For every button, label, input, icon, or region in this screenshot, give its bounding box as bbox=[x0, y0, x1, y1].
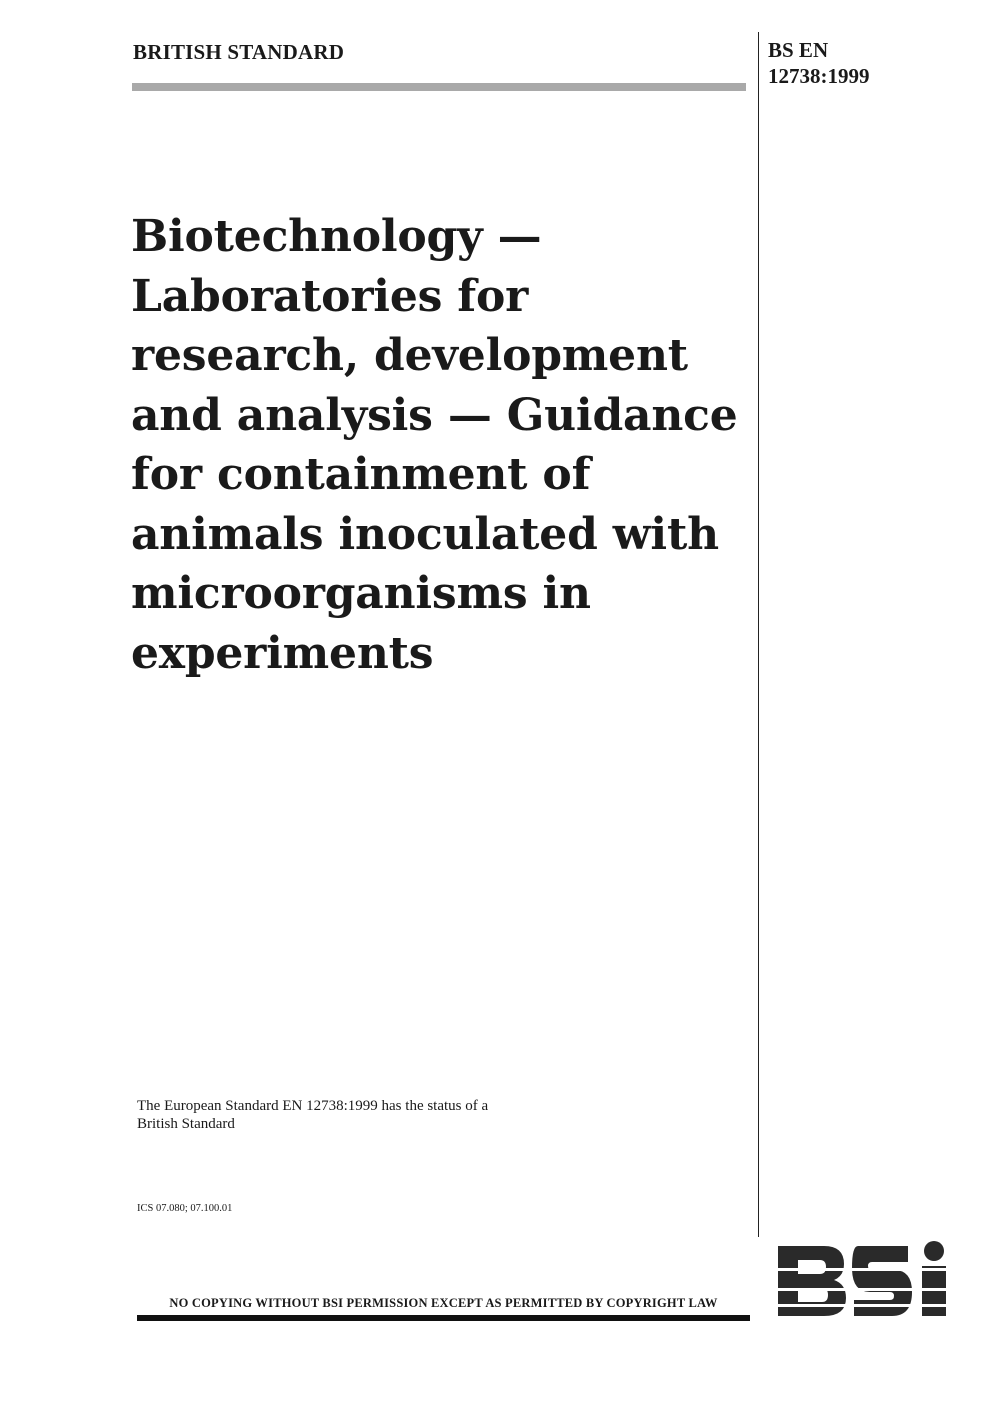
bsi-logo-graphic bbox=[776, 1238, 948, 1322]
status-note-line-2: British Standard bbox=[137, 1116, 235, 1132]
standard-number-line-1: BS EN bbox=[768, 38, 829, 62]
title-line: Laboratories for bbox=[131, 270, 529, 322]
status-note-line-1: The European Standard EN 12738:1999 has the status of a bbox=[137, 1098, 489, 1114]
title-line: research, development bbox=[131, 330, 688, 381]
title-line: animals inoculated with bbox=[131, 508, 719, 560]
standard-number bbox=[768, 37, 870, 89]
bsi-logo-icon bbox=[776, 1238, 948, 1322]
title-line: microorganisms in bbox=[131, 568, 591, 619]
title-line: and analysis — Guidance bbox=[131, 389, 738, 441]
title-line: experiments bbox=[131, 627, 434, 679]
status-note bbox=[137, 1097, 597, 1133]
series-label: BRITISH STANDARD bbox=[133, 40, 345, 64]
document-title bbox=[131, 207, 751, 683]
standard-number-line-2: 12738:1999 bbox=[768, 64, 870, 88]
title-line: for containment of bbox=[131, 449, 591, 500]
title-line: Biotechnology — bbox=[131, 211, 542, 262]
footer-rule bbox=[137, 1315, 750, 1321]
vertical-divider bbox=[758, 32, 759, 1237]
ics-code: ICS 07.080; 07.100.01 bbox=[137, 1203, 233, 1214]
header-rule bbox=[132, 83, 746, 91]
copyright-notice: NO COPYING WITHOUT BSI PERMISSION EXCEPT AS PERMITTED BY COPYRIGHT LAW bbox=[169, 1296, 718, 1310]
